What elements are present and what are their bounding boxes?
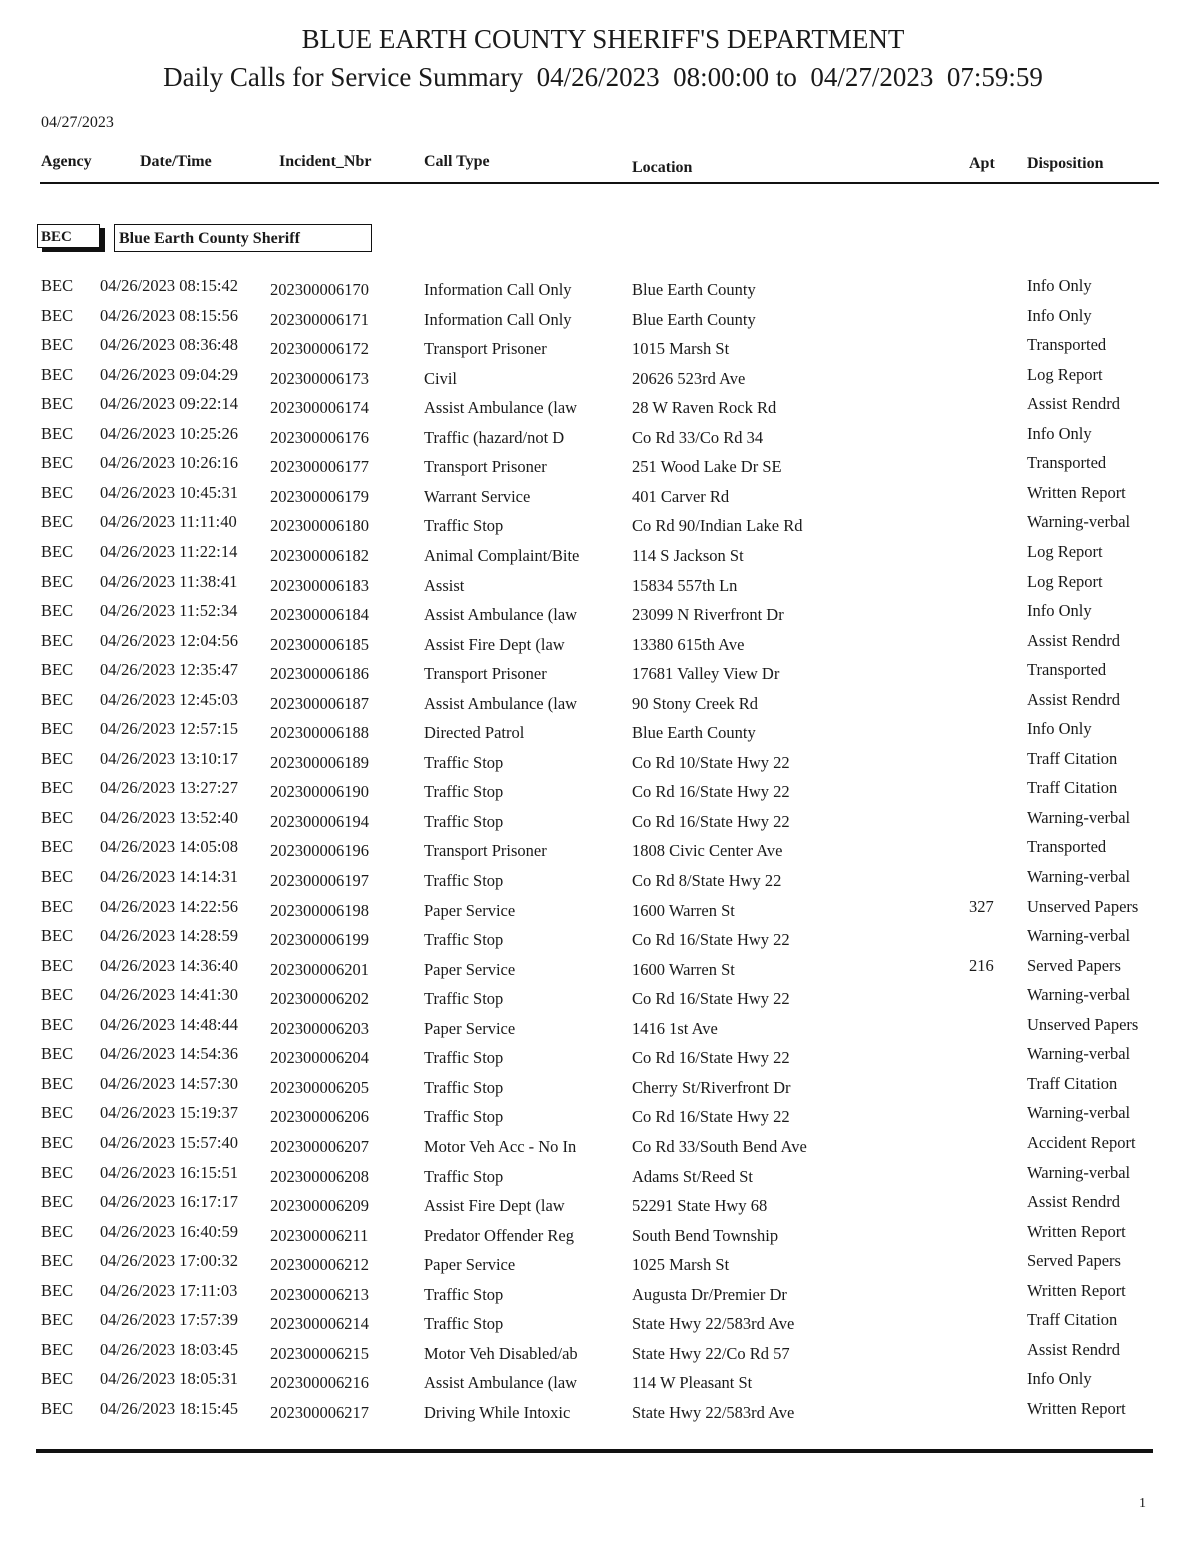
cell-agency: BEC bbox=[41, 305, 74, 325]
cell-call-type: Traffic Stop bbox=[424, 516, 504, 536]
cell-call-type: Traffic Stop bbox=[424, 1166, 504, 1186]
cell-incident-nbr: 202300006202 bbox=[270, 989, 369, 1009]
cell-incident-nbr: 202300006198 bbox=[270, 900, 369, 920]
cell-location: Co Rd 8/State Hwy 22 bbox=[632, 871, 782, 890]
cell-disposition: Written Report bbox=[1027, 1280, 1126, 1300]
cell-datetime: 04/26/2023 10:25:26 bbox=[100, 423, 238, 443]
cell-incident-nbr: 202300006179 bbox=[270, 486, 369, 506]
cell-incident-nbr: 202300006176 bbox=[270, 427, 369, 447]
cell-agency: BEC bbox=[41, 1339, 74, 1359]
cell-location: 1416 1st Ave bbox=[632, 1018, 718, 1038]
cell-call-type: Assist Ambulance (law bbox=[424, 398, 578, 418]
cell-datetime: 04/26/2023 16:15:51 bbox=[100, 1162, 238, 1182]
cell-disposition: Traff Citation bbox=[1027, 778, 1118, 798]
cell-location: 401 Carver Rd bbox=[632, 486, 730, 506]
cell-incident-nbr: 202300006188 bbox=[270, 723, 369, 743]
table-row bbox=[0, 1074, 1200, 1104]
cell-incident-nbr: 202300006177 bbox=[270, 457, 369, 477]
cell-disposition: Warning-verbal bbox=[1027, 1162, 1131, 1182]
cell-agency: BEC bbox=[41, 867, 74, 886]
cell-location: Co Rd 33/South Bend Ave bbox=[632, 1136, 807, 1156]
cell-apt: 327 bbox=[969, 896, 994, 916]
cell-location: 1600 Warren St bbox=[632, 900, 735, 920]
cell-datetime: 04/26/2023 11:11:40 bbox=[100, 512, 237, 532]
table-row bbox=[0, 306, 1200, 336]
cell-agency: BEC bbox=[41, 1398, 74, 1418]
cell-location: Co Rd 10/State Hwy 22 bbox=[632, 752, 790, 772]
cell-incident-nbr: 202300006171 bbox=[270, 309, 369, 329]
cell-disposition: Log Report bbox=[1027, 541, 1103, 561]
cell-incident-nbr: 202300006196 bbox=[270, 841, 369, 861]
cell-agency: BEC bbox=[41, 394, 74, 414]
table-row bbox=[0, 1222, 1200, 1252]
cell-datetime: 04/26/2023 14:57:30 bbox=[100, 1073, 238, 1093]
cell-location: Co Rd 90/Indian Lake Rd bbox=[632, 516, 803, 536]
cell-call-type: Traffic Stop bbox=[424, 1314, 504, 1334]
cell-agency: BEC bbox=[41, 364, 74, 384]
cell-agency: BEC bbox=[41, 1162, 74, 1182]
cell-location: 17681 Valley View Dr bbox=[632, 664, 780, 684]
cell-incident-nbr: 202300006213 bbox=[270, 1284, 369, 1304]
cell-agency: BEC bbox=[41, 689, 74, 709]
cell-call-type: Motor Veh Acc - No In bbox=[424, 1136, 577, 1156]
cell-location: Co Rd 16/State Hwy 22 bbox=[632, 930, 790, 950]
cell-location: State Hwy 22/583rd Ave bbox=[632, 1314, 795, 1334]
cell-location: State Hwy 22/583rd Ave bbox=[632, 1402, 795, 1422]
cell-call-type: Transport Prisoner bbox=[424, 457, 547, 477]
cell-call-type: Directed Patrol bbox=[424, 723, 525, 743]
cell-location: Augusta Dr/Premier Dr bbox=[632, 1284, 787, 1304]
cell-location: Co Rd 16/State Hwy 22 bbox=[632, 811, 790, 831]
cell-call-type: Traffic Stop bbox=[424, 1284, 504, 1304]
cell-location: 90 Stony Creek Rd bbox=[632, 693, 759, 713]
cell-datetime: 04/26/2023 12:57:15 bbox=[100, 719, 238, 739]
table-row bbox=[0, 1103, 1200, 1133]
cell-location: 15834 557th Ln bbox=[632, 575, 738, 595]
cell-call-type: Warrant Service bbox=[424, 486, 531, 506]
cell-call-type: Civil bbox=[424, 368, 458, 388]
cell-datetime: 04/26/2023 14:54:36 bbox=[100, 1044, 238, 1064]
cell-call-type: Transport Prisoner bbox=[424, 841, 547, 861]
cell-call-type: Assist Fire Dept (law bbox=[424, 634, 565, 654]
table-row bbox=[0, 1310, 1200, 1340]
cell-location: South Bend Township bbox=[632, 1225, 779, 1245]
header-location: Location bbox=[632, 159, 693, 176]
cell-location: 114 W Pleasant St bbox=[632, 1373, 753, 1393]
cell-disposition: Accident Report bbox=[1027, 1132, 1136, 1152]
cell-disposition: Traff Citation bbox=[1027, 1073, 1118, 1093]
cell-agency: BEC bbox=[41, 1369, 74, 1389]
cell-disposition: Written Report bbox=[1027, 1398, 1126, 1418]
cell-apt: 216 bbox=[969, 955, 994, 975]
cell-disposition: Transported bbox=[1027, 837, 1107, 857]
cell-disposition: Written Report bbox=[1027, 482, 1126, 502]
cell-call-type: Traffic Stop bbox=[424, 752, 504, 772]
cell-incident-nbr: 202300006197 bbox=[270, 871, 369, 890]
cell-call-type: Assist Ambulance (law bbox=[424, 605, 578, 625]
header-agency: Agency bbox=[41, 153, 92, 170]
cell-incident-nbr: 202300006209 bbox=[270, 1196, 369, 1216]
cell-call-type: Assist Ambulance (law bbox=[424, 1373, 578, 1393]
cell-disposition: Unserved Papers bbox=[1027, 1014, 1139, 1034]
cell-incident-nbr: 202300006189 bbox=[270, 752, 369, 772]
cell-datetime: 04/26/2023 08:36:48 bbox=[100, 335, 238, 355]
table-row bbox=[0, 749, 1200, 779]
cell-disposition: Transported bbox=[1027, 453, 1107, 473]
cell-disposition: Info Only bbox=[1027, 305, 1092, 325]
cell-agency: BEC bbox=[41, 335, 74, 355]
cell-disposition: Log Report bbox=[1027, 364, 1103, 384]
cell-location: 1025 Marsh St bbox=[632, 1255, 730, 1275]
cell-disposition: Warning-verbal bbox=[1027, 985, 1131, 1005]
cell-datetime: 04/26/2023 14:05:08 bbox=[100, 837, 238, 857]
cell-datetime: 04/26/2023 14:28:59 bbox=[100, 926, 238, 946]
table-row bbox=[0, 365, 1200, 395]
cell-call-type: Traffic Stop bbox=[424, 811, 504, 831]
cell-datetime: 04/26/2023 18:05:31 bbox=[100, 1369, 238, 1389]
table-row bbox=[0, 1192, 1200, 1222]
cell-call-type: Transport Prisoner bbox=[424, 664, 547, 684]
cell-location: 251 Wood Lake Dr SE bbox=[632, 457, 782, 477]
cell-call-type: Traffic Stop bbox=[424, 989, 504, 1009]
cell-location: Co Rd 16/State Hwy 22 bbox=[632, 1048, 790, 1068]
cell-call-type: Paper Service bbox=[424, 1018, 516, 1038]
cell-incident-nbr: 202300006211 bbox=[270, 1225, 369, 1245]
table-row bbox=[0, 1281, 1200, 1311]
print-date: 04/27/2023 bbox=[41, 114, 114, 131]
cell-incident-nbr: 202300006194 bbox=[270, 811, 369, 831]
cell-incident-nbr: 202300006199 bbox=[270, 930, 369, 950]
cell-datetime: 04/26/2023 11:38:41 bbox=[100, 571, 238, 591]
page-number: 1 bbox=[1139, 1496, 1146, 1511]
cell-agency: BEC bbox=[41, 571, 74, 591]
cell-incident-nbr: 202300006184 bbox=[270, 605, 369, 625]
cell-agency: BEC bbox=[41, 837, 74, 857]
cell-disposition: Info Only bbox=[1027, 1369, 1092, 1389]
cell-incident-nbr: 202300006180 bbox=[270, 516, 369, 536]
table-row bbox=[0, 985, 1200, 1015]
cell-location: Co Rd 16/State Hwy 22 bbox=[632, 1107, 790, 1127]
cell-agency: BEC bbox=[41, 1221, 74, 1241]
cell-disposition: Assist Rendrd bbox=[1027, 689, 1121, 709]
cell-datetime: 04/26/2023 12:35:47 bbox=[100, 660, 238, 680]
table-row bbox=[0, 1044, 1200, 1074]
cell-agency: BEC bbox=[41, 748, 74, 768]
table-row bbox=[0, 1163, 1200, 1193]
cell-datetime: 04/26/2023 10:45:31 bbox=[100, 482, 238, 502]
cell-call-type: Motor Veh Disabled/ab bbox=[424, 1343, 578, 1363]
cell-agency: BEC bbox=[41, 482, 74, 502]
cell-datetime: 04/26/2023 16:40:59 bbox=[100, 1221, 238, 1241]
cell-datetime: 04/26/2023 09:04:29 bbox=[100, 364, 238, 384]
cell-agency: BEC bbox=[41, 896, 74, 916]
cell-location: Adams St/Reed St bbox=[632, 1166, 754, 1186]
cell-disposition: Warning-verbal bbox=[1027, 926, 1131, 946]
cell-disposition: Unserved Papers bbox=[1027, 896, 1139, 916]
cell-incident-nbr: 202300006201 bbox=[270, 959, 369, 979]
table-row bbox=[0, 1133, 1200, 1163]
cell-location: Blue Earth County bbox=[632, 723, 756, 743]
header-incident-nbr: Incident_Nbr bbox=[279, 153, 372, 170]
cell-agency: BEC bbox=[41, 601, 74, 621]
cell-location: 20626 523rd Ave bbox=[632, 368, 746, 388]
cell-datetime: 04/26/2023 14:48:44 bbox=[100, 1014, 238, 1034]
cell-location: 1015 Marsh St bbox=[632, 339, 730, 359]
cell-location: Cherry St/Riverfront Dr bbox=[632, 1077, 791, 1097]
cell-incident-nbr: 202300006183 bbox=[270, 575, 369, 595]
cell-disposition: Written Report bbox=[1027, 1221, 1126, 1241]
table-row bbox=[0, 897, 1200, 927]
table-row bbox=[0, 512, 1200, 542]
cell-agency: BEC bbox=[41, 276, 74, 295]
cell-call-type: Information Call Only bbox=[424, 309, 572, 329]
cell-call-type: Assist bbox=[424, 575, 465, 595]
table-row bbox=[0, 660, 1200, 690]
cell-disposition: Assist Rendrd bbox=[1027, 394, 1121, 414]
table-row bbox=[0, 542, 1200, 572]
table-row bbox=[0, 1369, 1200, 1399]
cell-disposition: Warning-verbal bbox=[1027, 1103, 1131, 1123]
cell-call-type: Traffic Stop bbox=[424, 1048, 504, 1068]
cell-agency: BEC bbox=[41, 1310, 74, 1330]
cell-agency: BEC bbox=[41, 1044, 74, 1064]
cell-location: 52291 State Hwy 68 bbox=[632, 1196, 768, 1216]
cell-disposition: Traff Citation bbox=[1027, 748, 1118, 768]
cell-datetime: 04/26/2023 18:03:45 bbox=[100, 1339, 238, 1359]
cell-call-type: Information Call Only bbox=[424, 280, 572, 299]
cell-location: 114 S Jackson St bbox=[632, 545, 744, 565]
cell-agency: BEC bbox=[41, 660, 74, 680]
cell-datetime: 04/26/2023 16:17:17 bbox=[100, 1192, 238, 1212]
cell-call-type: Paper Service bbox=[424, 1255, 516, 1275]
cell-datetime: 04/26/2023 13:52:40 bbox=[100, 807, 238, 827]
report-subtitle: Daily Calls for Service Summary 04/26/2023 08:00:00 to 04/27/2023 07:59:59 bbox=[163, 62, 1043, 92]
table-row bbox=[0, 483, 1200, 513]
cell-datetime: 04/26/2023 14:14:31 bbox=[100, 867, 238, 886]
cell-location: 23099 N Riverfront Dr bbox=[632, 605, 784, 625]
cell-disposition: Assist Rendrd bbox=[1027, 630, 1121, 650]
cell-location: 28 W Raven Rock Rd bbox=[632, 398, 777, 418]
cell-agency: BEC bbox=[41, 778, 74, 798]
cell-location: Co Rd 33/Co Rd 34 bbox=[632, 427, 764, 447]
cell-agency: BEC bbox=[41, 1251, 74, 1271]
cell-location: State Hwy 22/Co Rd 57 bbox=[632, 1343, 790, 1363]
cell-agency: BEC bbox=[41, 1014, 74, 1034]
table-row bbox=[0, 690, 1200, 720]
cell-datetime: 04/26/2023 14:22:56 bbox=[100, 896, 238, 916]
cell-datetime: 04/26/2023 09:22:14 bbox=[100, 394, 238, 414]
table-row bbox=[0, 1251, 1200, 1281]
cell-datetime: 04/26/2023 15:57:40 bbox=[100, 1132, 238, 1152]
cell-agency: BEC bbox=[41, 423, 74, 443]
header-divider bbox=[40, 182, 1159, 184]
cell-disposition: Warning-verbal bbox=[1027, 807, 1131, 827]
cell-agency: BEC bbox=[41, 807, 74, 827]
cell-location: 1808 Civic Center Ave bbox=[632, 841, 783, 861]
cell-agency: BEC bbox=[41, 512, 74, 532]
cell-incident-nbr: 202300006207 bbox=[270, 1136, 369, 1156]
cell-disposition: Warning-verbal bbox=[1027, 512, 1131, 532]
cell-datetime: 04/26/2023 11:52:34 bbox=[100, 601, 238, 621]
cell-disposition: Info Only bbox=[1027, 719, 1092, 739]
cell-datetime: 04/26/2023 12:45:03 bbox=[100, 689, 238, 709]
cell-disposition: Info Only bbox=[1027, 423, 1092, 443]
cell-incident-nbr: 202300006208 bbox=[270, 1166, 369, 1186]
footer-divider bbox=[36, 1449, 1153, 1453]
cell-disposition: Transported bbox=[1027, 335, 1107, 355]
header-disposition: Disposition bbox=[1027, 155, 1104, 172]
cell-location: 1600 Warren St bbox=[632, 959, 735, 979]
cell-call-type: Predator Offender Reg bbox=[424, 1225, 574, 1245]
cell-agency: BEC bbox=[41, 1192, 74, 1212]
table-row bbox=[0, 1399, 1200, 1429]
table-row bbox=[0, 778, 1200, 808]
table-row bbox=[0, 424, 1200, 454]
cell-datetime: 04/26/2023 08:15:56 bbox=[100, 305, 238, 325]
cell-agency: BEC bbox=[41, 1280, 74, 1300]
cell-datetime: 04/26/2023 08:15:42 bbox=[100, 276, 238, 295]
cell-datetime: 04/26/2023 10:26:16 bbox=[100, 453, 238, 473]
cell-agency: BEC bbox=[41, 985, 74, 1005]
report-title: BLUE EARTH COUNTY SHERIFF'S DEPARTMENT bbox=[301, 24, 905, 54]
table-row bbox=[0, 631, 1200, 661]
cell-incident-nbr: 202300006185 bbox=[270, 634, 369, 654]
cell-disposition: Served Papers bbox=[1027, 1251, 1121, 1271]
cell-location: Blue Earth County bbox=[632, 309, 756, 329]
table-row bbox=[0, 1015, 1200, 1045]
cell-datetime: 04/26/2023 14:41:30 bbox=[100, 985, 238, 1005]
table-row bbox=[0, 956, 1200, 986]
table-row bbox=[0, 453, 1200, 483]
header-apt: Apt bbox=[969, 155, 995, 172]
cell-call-type: Assist Fire Dept (law bbox=[424, 1196, 565, 1216]
table-row bbox=[0, 719, 1200, 749]
table-row bbox=[0, 394, 1200, 424]
cell-call-type: Traffic Stop bbox=[424, 1077, 504, 1097]
cell-location: 13380 615th Ave bbox=[632, 634, 745, 654]
cell-agency: BEC bbox=[41, 1103, 74, 1123]
cell-incident-nbr: 202300006215 bbox=[270, 1343, 369, 1363]
cell-disposition: Transported bbox=[1027, 660, 1107, 680]
table-row bbox=[0, 335, 1200, 365]
table-row bbox=[0, 601, 1200, 631]
cell-datetime: 04/26/2023 17:00:32 bbox=[100, 1251, 238, 1271]
header-datetime: Date/Time bbox=[140, 153, 212, 170]
cell-call-type: Traffic (hazard/not D bbox=[424, 427, 565, 447]
cell-disposition: Log Report bbox=[1027, 571, 1103, 591]
header-call-type: Call Type bbox=[424, 153, 490, 170]
cell-datetime: 04/26/2023 11:22:14 bbox=[100, 541, 238, 561]
cell-datetime: 04/26/2023 17:57:39 bbox=[100, 1310, 238, 1330]
cell-incident-nbr: 202300006217 bbox=[270, 1402, 369, 1422]
cell-call-type: Transport Prisoner bbox=[424, 339, 547, 359]
cell-datetime: 04/26/2023 17:11:03 bbox=[100, 1280, 238, 1300]
cell-incident-nbr: 202300006212 bbox=[270, 1255, 369, 1275]
cell-call-type: Traffic Stop bbox=[424, 782, 504, 802]
cell-incident-nbr: 202300006203 bbox=[270, 1018, 369, 1038]
cell-agency: BEC bbox=[41, 1073, 74, 1093]
cell-incident-nbr: 202300006173 bbox=[270, 368, 369, 388]
cell-datetime: 04/26/2023 15:19:37 bbox=[100, 1103, 238, 1123]
cell-call-type: Paper Service bbox=[424, 900, 516, 920]
cell-call-type: Animal Complaint/Bite bbox=[424, 545, 580, 565]
table-row bbox=[0, 276, 1200, 306]
cell-incident-nbr: 202300006174 bbox=[270, 398, 369, 418]
cell-disposition: Warning-verbal bbox=[1027, 1044, 1131, 1064]
cell-datetime: 04/26/2023 12:04:56 bbox=[100, 630, 238, 650]
cell-incident-nbr: 202300006206 bbox=[270, 1107, 369, 1127]
cell-incident-nbr: 202300006187 bbox=[270, 693, 369, 713]
cell-incident-nbr: 202300006186 bbox=[270, 664, 369, 684]
cell-incident-nbr: 202300006205 bbox=[270, 1077, 369, 1097]
cell-disposition: Assist Rendrd bbox=[1027, 1339, 1121, 1359]
cell-call-type: Paper Service bbox=[424, 959, 516, 979]
cell-incident-nbr: 202300006182 bbox=[270, 545, 369, 565]
cell-agency: BEC bbox=[41, 630, 74, 650]
cell-location: Co Rd 16/State Hwy 22 bbox=[632, 782, 790, 802]
cell-disposition: Info Only bbox=[1027, 276, 1092, 295]
cell-incident-nbr: 202300006170 bbox=[270, 280, 369, 299]
table-row bbox=[0, 837, 1200, 867]
cell-agency: BEC bbox=[41, 453, 74, 473]
agency-group-code: BEC bbox=[37, 224, 100, 248]
cell-call-type: Traffic Stop bbox=[424, 930, 504, 950]
cell-location: Co Rd 16/State Hwy 22 bbox=[632, 989, 790, 1009]
cell-disposition: Warning-verbal bbox=[1027, 867, 1131, 886]
cell-agency: BEC bbox=[41, 926, 74, 946]
cell-disposition: Traff Citation bbox=[1027, 1310, 1118, 1330]
cell-disposition: Info Only bbox=[1027, 601, 1092, 621]
cell-call-type: Driving While Intoxic bbox=[424, 1402, 571, 1422]
cell-incident-nbr: 202300006214 bbox=[270, 1314, 369, 1334]
table-row bbox=[0, 867, 1200, 897]
cell-agency: BEC bbox=[41, 1132, 74, 1152]
cell-agency: BEC bbox=[41, 541, 74, 561]
cell-datetime: 04/26/2023 18:15:45 bbox=[100, 1398, 238, 1418]
cell-incident-nbr: 202300006172 bbox=[270, 339, 369, 359]
table-row bbox=[0, 572, 1200, 602]
cell-datetime: 04/26/2023 14:36:40 bbox=[100, 955, 238, 975]
table-row bbox=[0, 1340, 1200, 1370]
cell-incident-nbr: 202300006204 bbox=[270, 1048, 369, 1068]
table-row bbox=[0, 808, 1200, 838]
cell-call-type: Assist Ambulance (law bbox=[424, 693, 578, 713]
cell-datetime: 04/26/2023 13:10:17 bbox=[100, 748, 238, 768]
cell-datetime: 04/26/2023 13:27:27 bbox=[100, 778, 238, 798]
cell-agency: BEC bbox=[41, 719, 74, 739]
cell-incident-nbr: 202300006216 bbox=[270, 1373, 369, 1393]
cell-agency: BEC bbox=[41, 955, 74, 975]
cell-disposition: Assist Rendrd bbox=[1027, 1192, 1121, 1212]
cell-call-type: Traffic Stop bbox=[424, 1107, 504, 1127]
table-row bbox=[0, 926, 1200, 956]
agency-group-name: Blue Earth County Sheriff bbox=[114, 224, 372, 252]
cell-call-type: Traffic Stop bbox=[424, 871, 504, 890]
cell-incident-nbr: 202300006190 bbox=[270, 782, 369, 802]
cell-disposition: Served Papers bbox=[1027, 955, 1121, 975]
cell-location: Blue Earth County bbox=[632, 280, 756, 299]
